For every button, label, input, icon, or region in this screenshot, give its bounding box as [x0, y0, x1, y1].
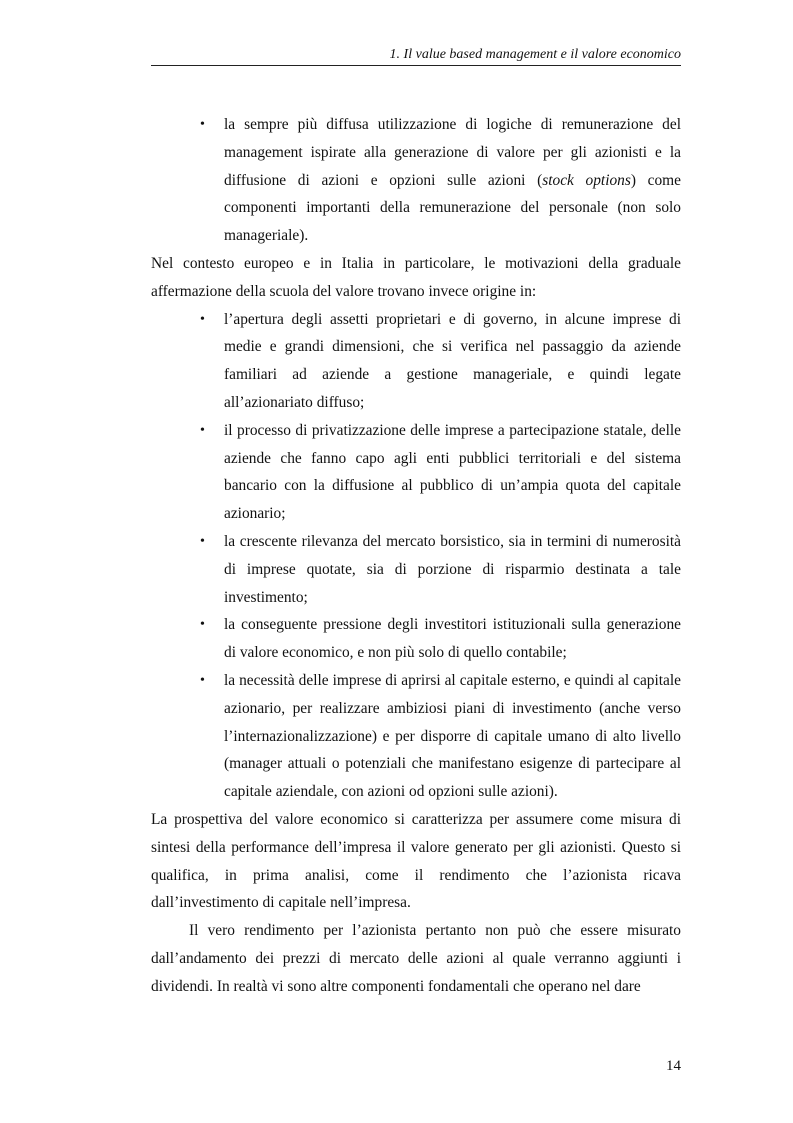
- bullet-list-1: [151, 111, 681, 250]
- list-item: [200, 111, 681, 250]
- list-item: [200, 611, 681, 667]
- bullet-icon: •: [200, 311, 205, 327]
- list-item-text: la crescente rilevanza del mercato borsistico, sia in termini di numerosità di imprese quotate, sia di porzione di risparmio destinata a tale investimento;: [224, 532, 681, 606]
- list-item-text: la conseguente pressione degli investitori istituzionali sulla generazione di valore economico, e non più solo di quello contabile;: [224, 616, 681, 662]
- bullet-icon: •: [200, 533, 205, 549]
- list-item-text: ) come componenti importanti della remunerazione del personale (non solo manageriale).: [224, 171, 681, 245]
- page-body: [151, 111, 681, 1001]
- list-item: [200, 306, 681, 417]
- list-item-text: il processo di privatizzazione delle imprese a partecipazione statale, delle aziende che fanno capo agli enti pubblici territoriali e del sistema bancario con la diffusione al pubblico di un’ampia quota del capitale azionario;: [224, 421, 681, 523]
- list-item-text: la sempre più diffusa utilizzazione di logiche di remunerazione del management ispirate alla generazione di valore per gli azionisti e la diffusione di azioni e opzioni sulle azioni (: [224, 116, 681, 189]
- list-item: [200, 417, 681, 528]
- bullet-list-2: [151, 306, 681, 806]
- list-item-emphasis: stock options: [542, 171, 631, 189]
- list-item: [200, 528, 681, 611]
- bullet-icon: •: [200, 117, 205, 132]
- body-paragraph: La prospettiva del valore economico si caratterizza per assumere come misura di sintesi della performance dell’impresa il valore generato per gli azionisti. Questo si qualifica, in prima analisi, come il rendimento che l’azionista ricava dall’investimento di capitale nell’impresa.: [151, 810, 681, 912]
- running-title: 1. Il value based management e il valore economico: [389, 47, 681, 62]
- list-item-text: la necessità delle imprese di aprirsi al capitale esterno, e quindi al capitale azionario, per realizzare ambiziosi piani di investimento (anche verso l’internazionalizzazione) e per disporre di capitale umano di alto livello (manager attuali o potenziali che manifestano esigenze di partecipare al capitale aziendale, con azioni od opzioni sulle azioni).: [224, 671, 681, 801]
- list-item: [200, 667, 681, 806]
- bullet-icon: •: [200, 422, 205, 438]
- intro-paragraph: Nel contesto europeo e in Italia in particolare, le motivazioni della graduale affermazione della scuola del valore trovano invece origine in:: [151, 254, 681, 300]
- list-item-text: l’apertura degli assetti proprietari e di governo, in alcune imprese di medie e grandi dimensioni, che si verifica nel passaggio da aziende familiari ad aziende a gestione manageriale, e quindi legate all’azionariato diffuso;: [224, 310, 681, 411]
- running-header: [151, 47, 681, 66]
- page-number: 14: [666, 1058, 681, 1074]
- bullet-icon: •: [200, 617, 205, 633]
- body-paragraph: Il vero rendimento per l’azionista pertanto non può che essere misurato dall’andamento dei prezzi di mercato delle azioni al quale verranno aggiunti i dividendi. In realtà vi sono altre componenti fondamentali che operano nel dare: [151, 922, 681, 995]
- bullet-icon: •: [200, 672, 205, 688]
